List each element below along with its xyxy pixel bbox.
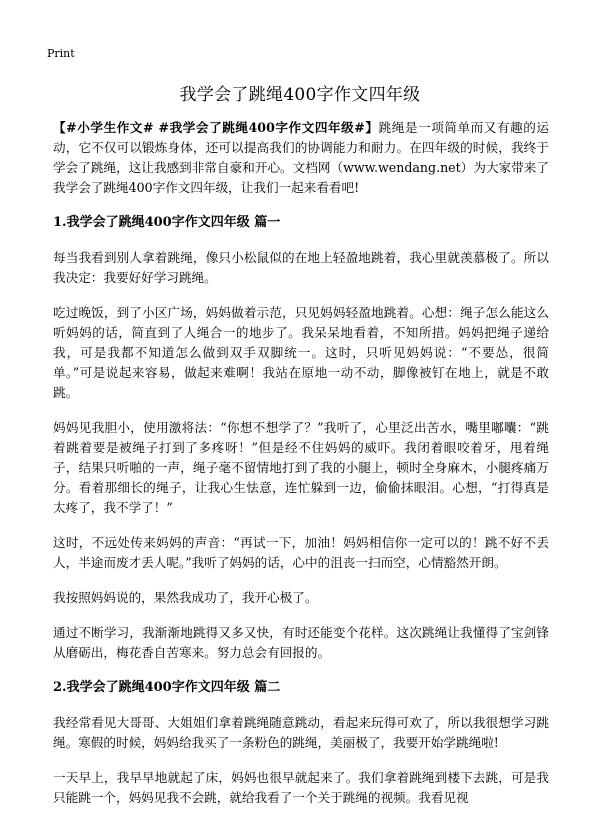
paragraph: 妈妈见我胆小，使用激将法：“你想不想学了？”我听了，心里泛出苦水，嘴里嘟囔：“跳着跳着要是被绳子打到了多疼呀！”但是经不住妈妈的威吓。我闭着眼咬着牙，甩着绳子，结果只听啪的一声，绳子毫不留情地打到了我的小腿上，顿时全身麻木，小腿疼痛万分。看着那细长的绳子，让我心生怯意，连忙躲到一边，偷偷抹眼泪。心想，“打得真是太疼了，我不学了！” — [53, 420, 549, 515]
intro-paragraph — [53, 118, 549, 198]
section-heading-1: 1.我学会了跳绳400字作文四年级 篇一 — [53, 215, 281, 230]
article-body — [53, 118, 549, 823]
paragraph: 每当我看到别人拿着跳绳，像只小松鼠似的在地上轻盈地跳着，我心里就羡慕极了。所以我决定：我要好好学习跳绳。 — [53, 250, 549, 285]
intro-text: 跳绳是一项简单而又有趣的运动，它不仅可以锻炼身体，还可以提高我们的协调能力和耐力。在四年级的时候，我终于学会了跳绳，这让我感到非常自豪和开心。文档网（www.wendang.net）为大家带来了我学会了跳绳400字作文四年级，让我们一起来看看吧! — [53, 120, 549, 195]
paragraph: 这时，不远处传来妈妈的声音：“再试一下，加油！妈妈相信你一定可以的！跳不好不丢人，半途而废才丢人呢。”我听了妈妈的话，心中的沮丧一扫而空，心情豁然开朗。 — [53, 535, 549, 570]
paragraph: 我经常看见大哥哥、大姐姐们拿着跳绳随意跳动，看起来玩得可欢了，所以我很想学习跳绳。寒假的时候，妈妈给我买了一条粉色的跳绳，美丽极了，我要开始学跳绳啦! — [53, 715, 549, 750]
paragraph: 一天早上，我早早地就起了床，妈妈也很早就起来了。我们拿着跳绳到楼下去跳，可是我只能跳一个，妈妈见我不会跳，就给我看了一个关于跳绳的视频。我看见视 — [53, 770, 549, 805]
page-title: 我学会了跳绳400字作文四年级 — [179, 85, 421, 105]
intro-tags: 【#小学生作文# #我学会了跳绳400字作文四年级#】 — [53, 120, 379, 135]
paragraph: 我按照妈妈说的，果然我成功了，我开心极了。 — [53, 590, 318, 605]
paragraph: 吃过晚饭，到了小区广场，妈妈做着示范，只见妈妈轻盈地跳着。心想：绳子怎么能这么听妈妈的话，简直到了人绳合一的地步了。我呆呆地看着，不知所措。妈妈把绳子递给我，可是我都不知道怎么做到双手双脚统一。这时，只听见妈妈说：“不要怂，很简单。”可是说起来容易，做起来难啊！我站在原地一动不动，脚像被钉在地上，就是不敢跳。 — [53, 305, 549, 400]
print-label: Print — [47, 47, 75, 60]
section-heading-2: 2.我学会了跳绳400字作文四年级 篇二 — [53, 680, 281, 695]
paragraph: 通过不断学习，我渐渐地跳得又多又快，有时还能变个花样。这次跳绳让我懂得了宝剑锋从磨砺出，梅花香自苦寒来。努力总会有回报的。 — [53, 625, 549, 660]
